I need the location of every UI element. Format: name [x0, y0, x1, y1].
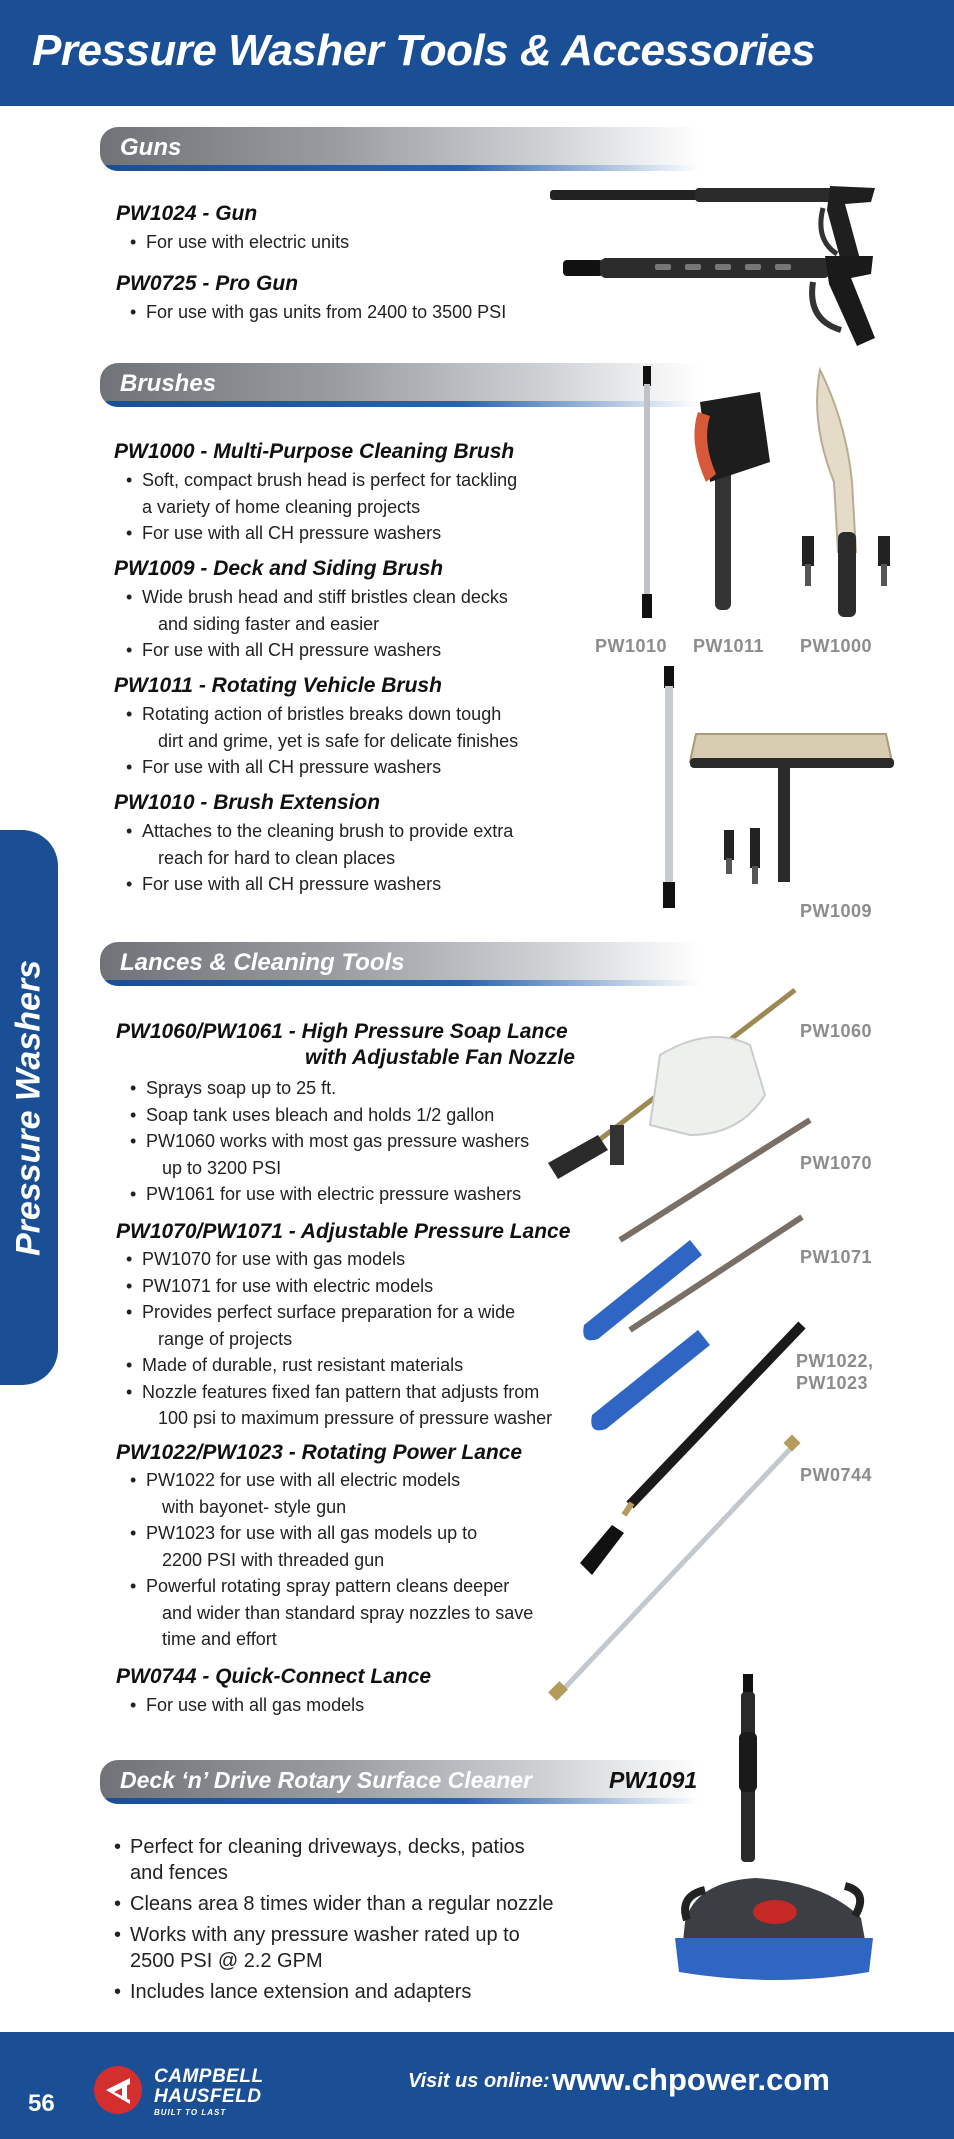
- page-header: [0, 0, 954, 106]
- bullet: • Powerful rotating spray pattern cleans deeper: [130, 1573, 533, 1600]
- product-bullets-pw1060: [130, 1075, 529, 1208]
- brushes-image: [620, 362, 910, 632]
- section-title: Guns: [120, 134, 182, 161]
- side-tab-label: Pressure Washers: [9, 959, 48, 1256]
- bullet: • For use with all CH pressure washers: [126, 754, 518, 781]
- bullet-continuation-text: time and effort: [162, 1629, 277, 1649]
- image-label-pw1070: PW1070: [800, 1153, 873, 1173]
- section-title: Brushes: [120, 370, 217, 397]
- product-title-pw1011: PW1011 - Rotating Vehicle Brush: [114, 674, 442, 697]
- bullet-continuation: [130, 1547, 533, 1574]
- bullet-continuation: [126, 1405, 552, 1432]
- bullet-continuation: [126, 1326, 552, 1353]
- bullet: • For use with all CH pressure washers: [126, 520, 517, 547]
- bullet-continuation-text: and siding faster and easier: [158, 613, 380, 634]
- deck-brush-image: [620, 662, 920, 922]
- product-bullets-pw1091: [114, 1834, 554, 2010]
- bullet: • Works with any pressure washer rated up to: [114, 1922, 554, 1948]
- bullet: • Attaches to the cleaning brush to provide extra: [126, 818, 513, 845]
- product-title-pw1000: PW1000 - Multi-Purpose Cleaning Brush: [114, 440, 515, 463]
- bullet-continuation-text: 2200 PSI with threaded gun: [162, 1549, 385, 1570]
- bullet-continuation-text: reach for hard to clean places: [158, 847, 396, 868]
- section-title: Lances & Cleaning Tools: [120, 949, 405, 976]
- product-title-pw1022: PW1022/PW1023 - Rotating Power Lance: [116, 1441, 523, 1464]
- section-header-lances: [100, 942, 700, 986]
- page-title: Pressure Washer Tools & Accessories: [32, 26, 816, 75]
- product-bullets-pw1022: [130, 1467, 533, 1653]
- product-title-pw1010: PW1010 - Brush Extension: [114, 791, 381, 814]
- bullet: • PW1060 works with most gas pressure washers: [130, 1128, 529, 1155]
- bullet: • For use with all gas models: [130, 1692, 364, 1719]
- product-title-pw1060-line1: PW1060/PW1061 - High Pressure Soap Lance: [116, 1020, 568, 1043]
- bullet: • Wide brush head and stiff bristles clean decks: [126, 584, 508, 611]
- product-title-pw1009: PW1009 - Deck and Siding Brush: [114, 557, 444, 580]
- page-footer: [0, 2032, 954, 2139]
- bullet-continuation-text: and wider than standard spray nozzles to save: [162, 1602, 534, 1623]
- image-label-pw1009: PW1009: [800, 901, 873, 921]
- image-label-pw1023: PW1023: [796, 1373, 869, 1393]
- product-bullets-pw1024: [130, 229, 349, 256]
- bullet-continuation-text: range of projects: [158, 1328, 293, 1349]
- product-title-pw1060-line2: with Adjustable Fan Nozzle: [305, 1046, 575, 1069]
- bullet-continuation-text: 100 psi to maximum pressure of pressure washer: [158, 1408, 553, 1428]
- bullet-continuation-text: and fences: [130, 1862, 228, 1884]
- ch-logo-icon: [92, 2064, 150, 2116]
- brand-name-line1: CAMPBELL: [154, 2066, 264, 2087]
- bullet: • PW1071 for use with electric models: [126, 1273, 552, 1300]
- bullet: • Perfect for cleaning driveways, decks, patios: [114, 1834, 554, 1860]
- section-header-brushes: [100, 363, 700, 407]
- product-bullets-pw1011: [126, 701, 518, 781]
- page-number: 56: [28, 2090, 55, 2117]
- bullet: • Soft, compact brush head is perfect for tackling: [126, 467, 517, 494]
- bullet-continuation: [126, 728, 518, 755]
- product-title-pw0744: PW0744 - Quick-Connect Lance: [116, 1665, 432, 1688]
- bullet: • Nozzle features fixed fan pattern that adjusts from: [126, 1379, 552, 1406]
- bullet: • Cleans area 8 times wider than a regular nozzle: [114, 1891, 554, 1917]
- bullet-continuation: [130, 1494, 533, 1521]
- product-bullets-pw1009: [126, 584, 508, 664]
- brand-name-line2: HAUSFELD: [154, 2086, 262, 2107]
- product-title-pw0725: PW0725 - Pro Gun: [116, 272, 299, 295]
- product-code-pw1091: PW1091: [609, 1767, 698, 1793]
- product-title-pw1070: PW1070/PW1071 - Adjustable Pressure Lance: [116, 1220, 571, 1243]
- bullet: • For use with electric units: [130, 229, 349, 256]
- product-bullets-pw0725: [130, 299, 506, 326]
- bullet: • Sprays soap up to 25 ft.: [130, 1075, 529, 1102]
- bullet: • Includes lance extension and adapters: [114, 1979, 554, 2005]
- image-label-pw0744: PW0744: [800, 1465, 873, 1485]
- bullet: • PW1023 for use with all gas models up to: [130, 1520, 533, 1547]
- bullet: • PW1061 for use with electric pressure washers: [130, 1181, 529, 1208]
- bullet-continuation: [130, 1626, 533, 1653]
- image-label-pw1022: PW1022,: [796, 1351, 874, 1371]
- bullet-continuation: [130, 1600, 533, 1627]
- image-label-pw1011: PW1011: [693, 636, 765, 656]
- bullet: • For use with all CH pressure washers: [126, 871, 513, 898]
- product-bullets-pw1010: [126, 818, 513, 898]
- image-label-pw1071: PW1071: [800, 1247, 873, 1267]
- bullet-continuation-text: dirt and grime, yet is safe for delicate finishes: [158, 730, 519, 751]
- bullet: • PW1022 for use with all electric models: [130, 1467, 533, 1494]
- bullet-continuation-text: with bayonet- style gun: [162, 1496, 347, 1517]
- brand-tagline: BUILT TO LAST: [154, 2108, 227, 2117]
- surface-cleaner-image: [665, 1672, 885, 2012]
- bullet: • For use with gas units from 2400 to 3500 PSI: [130, 299, 506, 326]
- brand-logo: [92, 2060, 312, 2120]
- bullet-continuation-text: up to 3200 PSI: [162, 1157, 282, 1178]
- bullet-continuation-text: a variety of home cleaning projects: [142, 496, 421, 517]
- product-title-pw1024: PW1024 - Gun: [116, 202, 258, 225]
- image-label-pw1060: PW1060: [800, 1021, 873, 1041]
- bullet-continuation: [130, 1155, 529, 1182]
- bullet-continuation: [114, 1948, 554, 1974]
- product-bullets-pw0744: [130, 1692, 364, 1719]
- lances-image: [540, 985, 820, 1705]
- bullet: • Soap tank uses bleach and holds 1/2 gallon: [130, 1102, 529, 1129]
- side-tab: [0, 830, 58, 1385]
- website-link[interactable]: www.chpower.com: [552, 2062, 830, 2097]
- visit-label: Visit us online:: [408, 2070, 550, 2092]
- image-label-pw1000: PW1000: [800, 636, 873, 656]
- bullet-continuation-text: 2500 PSI @ 2.2 GPM: [130, 1950, 323, 1972]
- bullet: • Made of durable, rust resistant materials: [126, 1352, 552, 1379]
- bullet: • Provides perfect surface preparation for a wide: [126, 1299, 552, 1326]
- bullet-continuation: [126, 611, 508, 638]
- bullet: • PW1070 for use with gas models: [126, 1246, 552, 1273]
- bullet-continuation: [126, 494, 517, 521]
- bullet-continuation: [126, 845, 513, 872]
- bullet-continuation: [114, 1860, 554, 1886]
- image-label-pw1010: PW1010: [595, 636, 668, 656]
- bullet: • For use with all CH pressure washers: [126, 637, 508, 664]
- spray-guns-image: [545, 170, 885, 350]
- bullet: • Rotating action of bristles breaks down tough: [126, 701, 518, 728]
- section-header-guns: [100, 127, 700, 171]
- product-bullets-pw1000: [126, 467, 517, 547]
- product-bullets-pw1070: [126, 1246, 552, 1432]
- section-title: Deck ‘n’ Drive Rotary Surface Cleaner: [120, 1767, 533, 1793]
